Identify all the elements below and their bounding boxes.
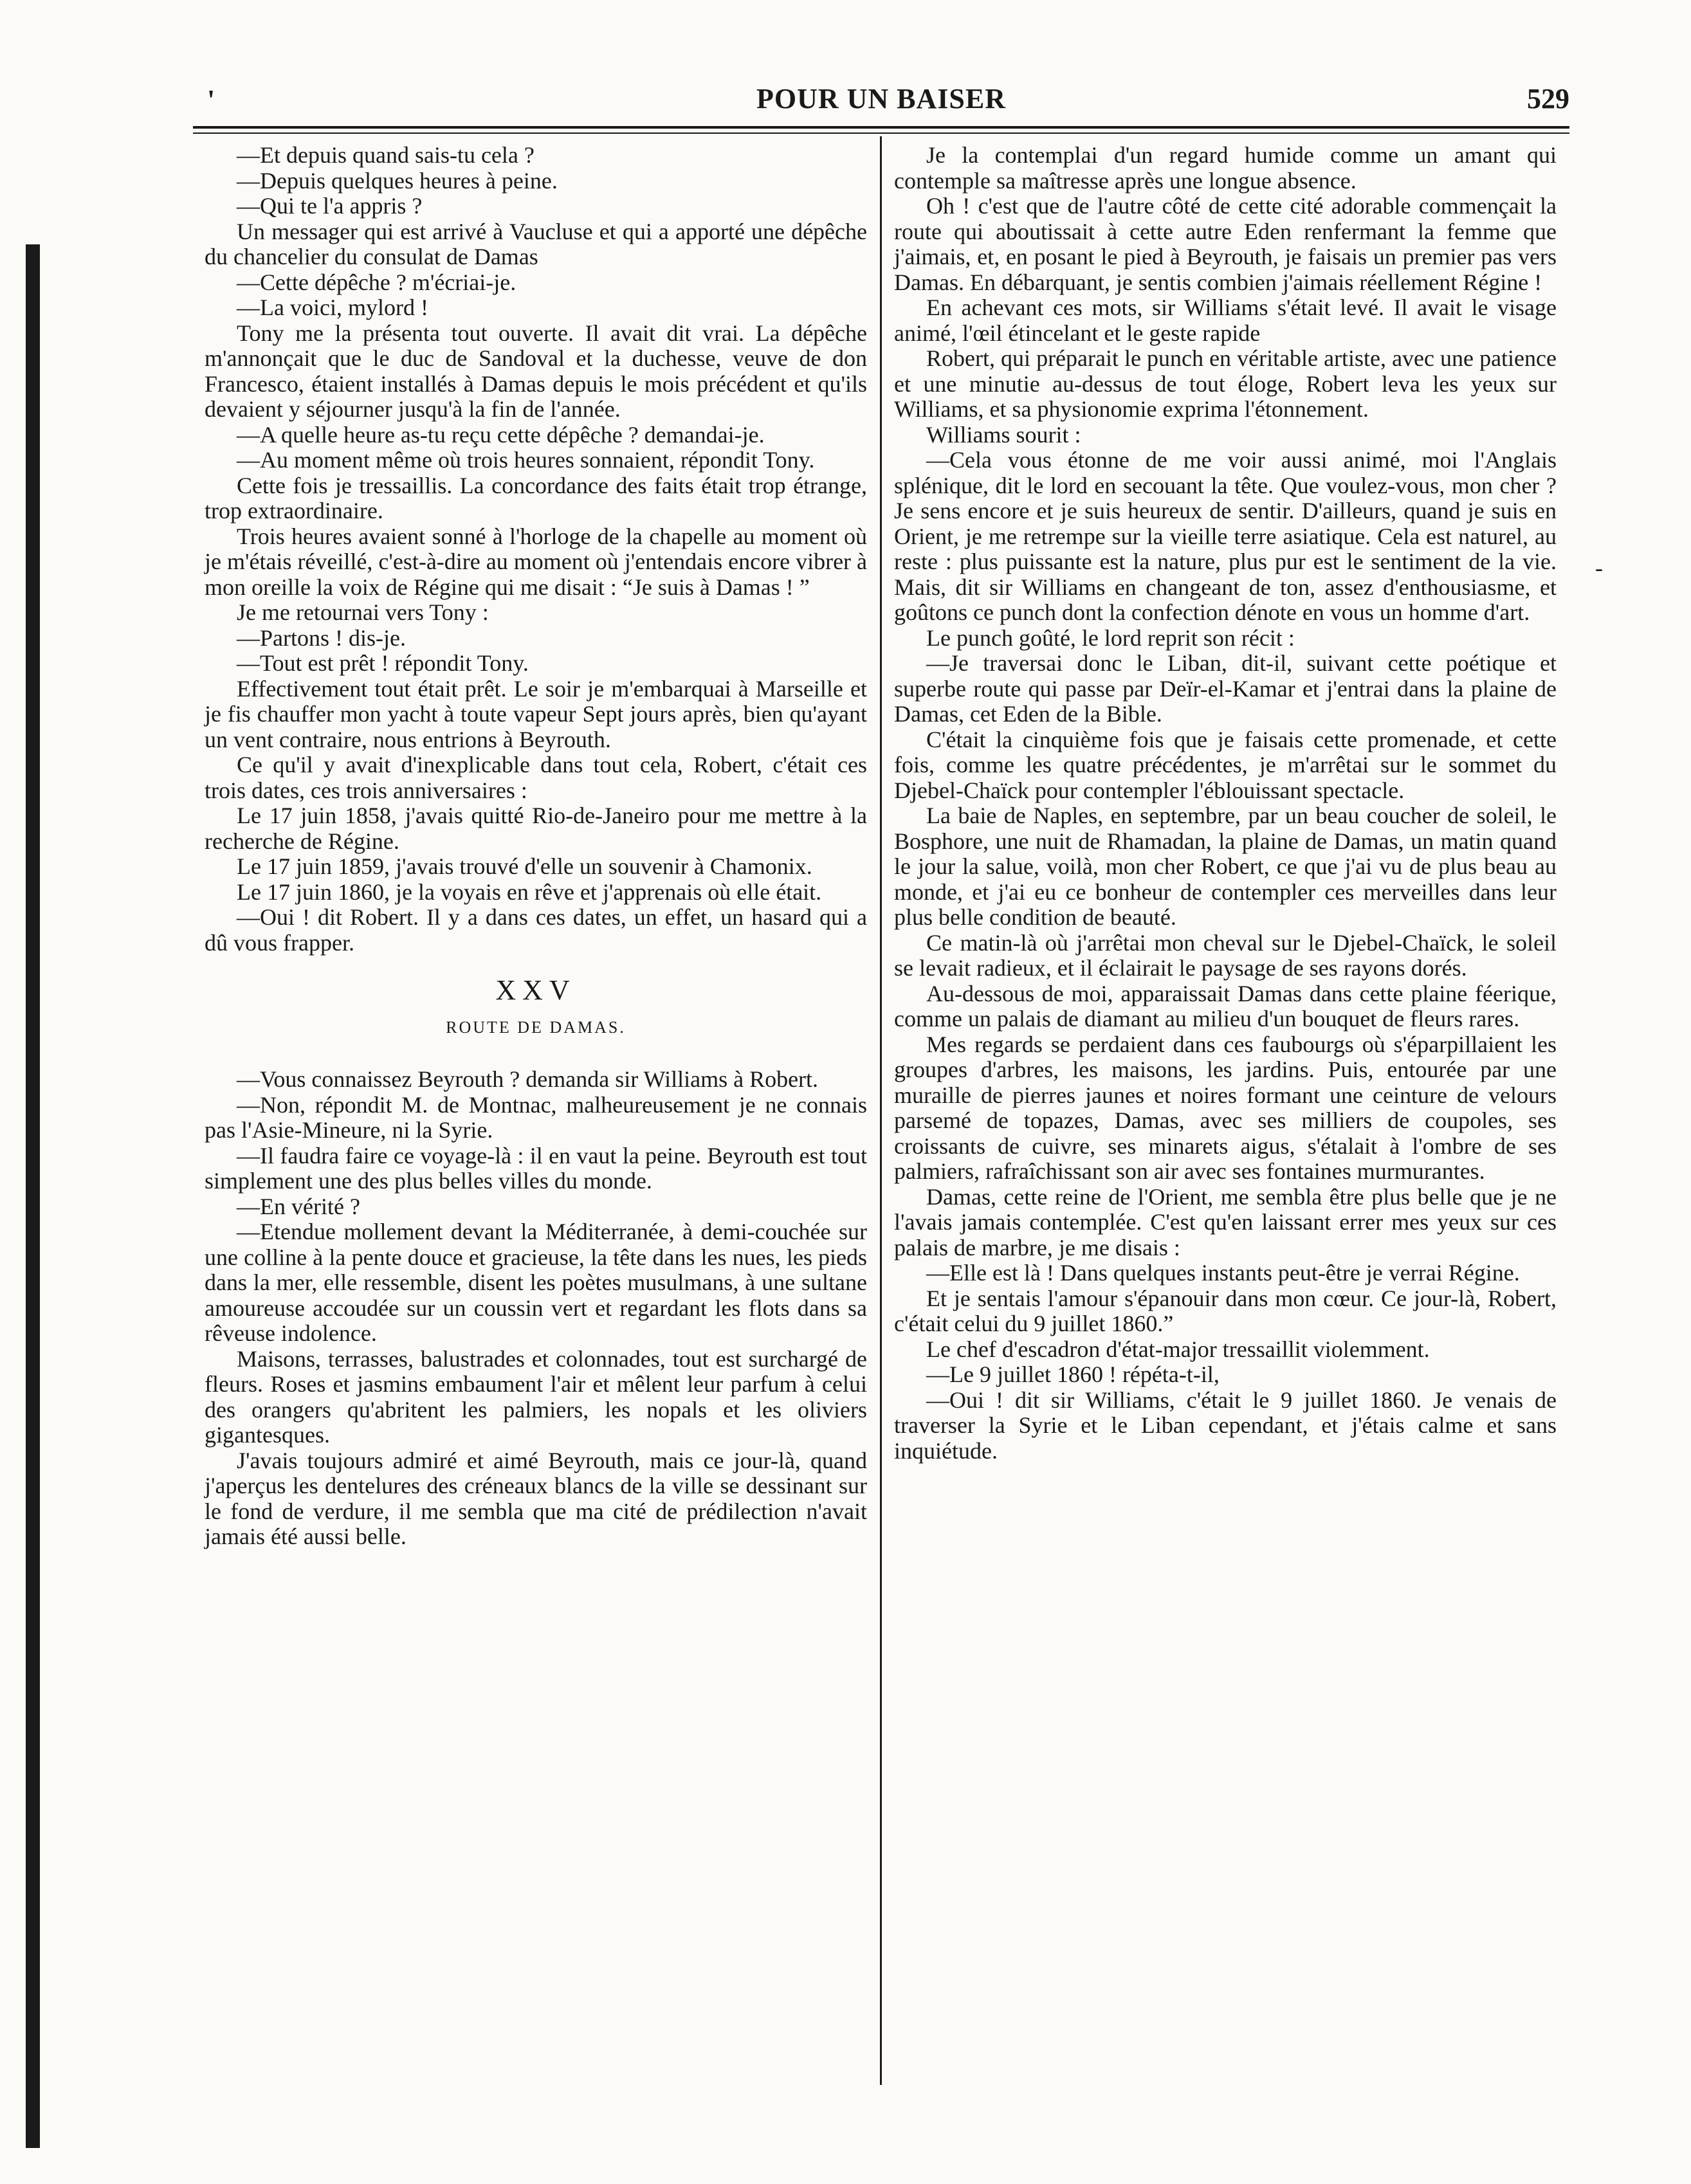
paragraph: —Elle est là ! Dans quelques instants peut-être je verrai Régine. xyxy=(926,1260,1520,1286)
paragraph: —Je traversai donc le Liban, dit-il, suivant cette poétique et superbe route qui passe par Deïr-el-Kamar et j'entrai dans la plaine de Damas, cet Eden de la Bible. xyxy=(894,650,1557,727)
paragraph: —Cela vous étonne de me voir aussi animé, moi l'Anglais splénique, dit le lord en secouant la tête. Que voulez-vous, mon cher ? Je sens encore et je suis heureux de sentir. D'ailleurs, quand je suis en Orient, je me retrempe sur la vieille terre asiatique. Cela est naturel, au reste : plus puissante est la nature, plus pur est le sentiment de la vie. Mais, dit sir Williams en changeant de ton, assez d'enthousiasme, et goûtons ce punch dont la confection dénote en vous un homme d'art. xyxy=(894,447,1557,625)
paragraph: Cette fois je tressaillis. La concordance des faits était trop étrange, trop extraordinaire. xyxy=(205,472,867,523)
paragraph: —Etendue mollement devant la Méditerranée, à demi-couchée sur une colline à la pente douce et gracieuse, la tête dans les nues, les pieds dans la mer, elle ressemble, disent les poètes musulmans, à une sultane amoureuse accoudée sur un coussin vert et regardant les flots dans sa rêveuse indolence. xyxy=(205,1219,867,1346)
paragraph: Un messager qui est arrivé à Vaucluse et qui a apporté une dépêche du chancelier du consulat de Damas xyxy=(205,218,867,269)
paragraph: —Non, répondit M. de Montnac, malheureusement je ne connais pas l'Asie-Mineure, ni la Syrie. xyxy=(205,1091,867,1143)
left-column xyxy=(205,143,867,1550)
header-mark: ' xyxy=(207,84,215,116)
paragraph: —Partons ! dis-je. xyxy=(237,624,406,651)
right-column-text xyxy=(894,143,1557,1464)
paragraph: —Oui ! dit sir Williams, c'était le 9 juillet 1860. Je venais de traverser la Syrie et le Liban cependant, et j'étais calme et sans inquiétude. xyxy=(894,1387,1557,1464)
paragraph: Le 17 juin 1858, j'avais quitté Rio-de-Janeiro pour me mettre à la recherche de Régine. xyxy=(205,803,867,854)
paragraph: Et je sentais l'amour s'épanouir dans mon cœur. Ce jour-là, Robert, c'était celui du 9 juillet 1860.” xyxy=(894,1285,1557,1336)
paragraph: Tony me la présenta tout ouverte. Il avait dit vrai. La dépêche m'annonçait que le duc de Sandoval et la duchesse, veuve de don Francesco, étaient installés à Damas depuis le mois précédent et qu'ils devaient y séjourner jusqu'à la fin de l'année. xyxy=(205,320,867,422)
chapter-title: ROUTE DE DAMAS. xyxy=(446,1017,626,1037)
paragraph: —A quelle heure as-tu reçu cette dépêche ? demandai-je. xyxy=(237,421,765,448)
paragraph: —Tout est prêt ! répondit Tony. xyxy=(237,650,529,676)
paragraph: J'avais toujours admiré et aimé Beyrouth, mais ce jour-là, quand j'aperçus les dentelures des créneaux blancs de la ville se dessinant sur le fond de verdure, il me sembla que ma cité de prédilection n'avait jamais été aussi belle. xyxy=(205,1447,867,1549)
paragraph: —Et depuis quand sais-tu cela ? xyxy=(237,142,535,168)
header-rule-thick xyxy=(193,126,1569,129)
paragraph: Le 17 juin 1859, j'avais trouvé d'elle un souvenir à Chamonix. xyxy=(237,853,812,879)
page-edge-shadow xyxy=(26,244,40,2148)
page-number: 529 xyxy=(1527,83,1569,114)
margin-mark: - xyxy=(1595,555,1603,581)
paragraph: Ce qu'il y avait d'inexplicable dans tout cela, Robert, c'était ces trois dates, ces trois anniversaires : xyxy=(205,752,867,803)
left-column-text xyxy=(205,143,867,956)
paragraph: —Il faudra faire ce voyage-là : il en vaut la peine. Beyrouth est tout simplement une des plus belles villes du monde. xyxy=(205,1142,867,1194)
paragraph: —Qui te l'a appris ? xyxy=(237,193,423,219)
chapter-numeral: XXV xyxy=(495,974,576,1006)
right-column xyxy=(894,143,1557,1464)
paragraph: C'était la cinquième fois que je faisais cette promenade, et cette fois, comme les quatre précédentes, je m'arrêtai sur le sommet du Djebel-Chaïck pour contempler l'éblouissant spectacle. xyxy=(894,726,1557,803)
paragraph: La baie de Naples, en septembre, par un beau coucher de soleil, le Bosphore, une nuit de Rhamadan, la plaine de Damas, un matin quand le jour la salue, voilà, mon cher Robert, ce que j'ai vu de plus beau au monde, et j'ai eu ce bonheur de contempler ces merveilles dans leur plus belle condition de beauté. xyxy=(894,803,1557,930)
paragraph: —Vous connaissez Beyrouth ? demanda sir Williams à Robert. xyxy=(237,1066,819,1092)
paragraph: —Depuis quelques heures à peine. xyxy=(237,167,558,194)
paragraph: Je la contemplai d'un regard humide comme un amant qui contemple sa maîtresse après une longue absence. xyxy=(894,142,1557,194)
paragraph: Le chef d'escadron d'état-major tressaillit violemment. xyxy=(926,1336,1430,1362)
paragraph: Trois heures avaient sonné à l'horloge de la chapelle au moment où je m'étais réveillé, c'est-à-dire au moment où j'entendais encore vibrer à mon oreille la voix de Régine qui me disait : “Je suis à Damas ! ” xyxy=(205,523,868,600)
paragraph: —Au moment même où trois heures sonnaient, répondit Tony. xyxy=(237,447,815,473)
paragraph: Je me retournai vers Tony : xyxy=(237,599,489,625)
paragraph: Effectivement tout était prêt. Le soir je m'embarquai à Marseille et je fis chauffer mon yacht à toute vapeur Sept jours après, bien qu'ayant un vent contraire, nous entrions à Beyrouth. xyxy=(205,675,867,752)
header-rule-thin xyxy=(193,132,1569,134)
paragraph: —Le 9 juillet 1860 ! répéta-t-il, xyxy=(926,1361,1220,1387)
paragraph: Damas, cette reine de l'Orient, me sembla être plus belle que je ne l'avais jamais contemplée. C'est qu'en laissant errer mes yeux sur ces palais de marbre, je me disais : xyxy=(894,1183,1557,1260)
page-header xyxy=(193,78,1569,123)
paragraph: En achevant ces mots, sir Williams s'était levé. Il avait le visage animé, l'œil étincelant et le geste rapide xyxy=(894,295,1557,346)
paragraph: Ce matin-là où j'arrêtai mon cheval sur le Djebel-Chaïck, le soleil se levait radieux, et il éclairait le paysage de ses rayons dorés. xyxy=(894,929,1557,981)
paragraph: Williams sourit : xyxy=(926,421,1081,448)
paragraph: Le 17 juin 1860, je la voyais en rêve et j'apprenais où elle était. xyxy=(237,878,822,905)
column-divider xyxy=(880,136,882,2085)
paragraph: —Cette dépêche ? m'écriai-je. xyxy=(237,269,516,295)
paragraph: Maisons, terrasses, balustrades et colonnades, tout est surchargé de fleurs. Roses et jasmins embaument l'air et mêlent leur parfum à celui des orangers qu'abritent les palmiers, les nopals et les oliviers gigantesques. xyxy=(205,1345,867,1448)
paragraph: Mes regards se perdaient dans ces faubourgs où s'éparpillaient les groupes d'arbres, les maisons, les jardins. Puis, entourée par une muraille de pierres jaunes et noires formant une ceinture de velours parsemé de topazes, Damas, avec ses milliers de coupoles, ses croissants de cuivre, ses minarets aigus, s'étalait à l'ombre de ses palmiers, rafraîchissant son air avec ses fontaines murmurantes. xyxy=(894,1031,1557,1184)
paragraph: —Oui ! dit Robert. Il y a dans ces dates, un effet, un hasard qui a dû vous frapper. xyxy=(205,904,867,956)
paragraph: Robert, qui préparait le punch en véritable artiste, avec une patience et une minutie au-dessus de tout éloge, Robert leva les yeux sur Williams, et sa physionomie exprima l'étonnement. xyxy=(894,345,1557,422)
running-title: POUR UN BAISER xyxy=(756,83,1007,114)
paragraph: —En vérité ? xyxy=(237,1193,360,1219)
paragraph: Oh ! c'est que de l'autre côté de cette cité adorable commençait la route qui aboutissait à cette autre Eden renfermant la femme que j'aimais, et, en posant le pied à Beyrouth, je faisais un premier pas vers Damas. En débarquant, je sentis combien j'aimais réellement Régine ! xyxy=(894,193,1557,295)
paragraph: —La voici, mylord ! xyxy=(237,295,428,320)
paragraph: Au-dessous de moi, apparaissait Damas dans cette plaine féerique, comme un palais de diamant au milieu d'un bouquet de fleurs rares. xyxy=(894,980,1557,1032)
chapter-text xyxy=(205,1067,867,1550)
paragraph: Le punch goûté, le lord reprit son récit : xyxy=(926,624,1295,651)
